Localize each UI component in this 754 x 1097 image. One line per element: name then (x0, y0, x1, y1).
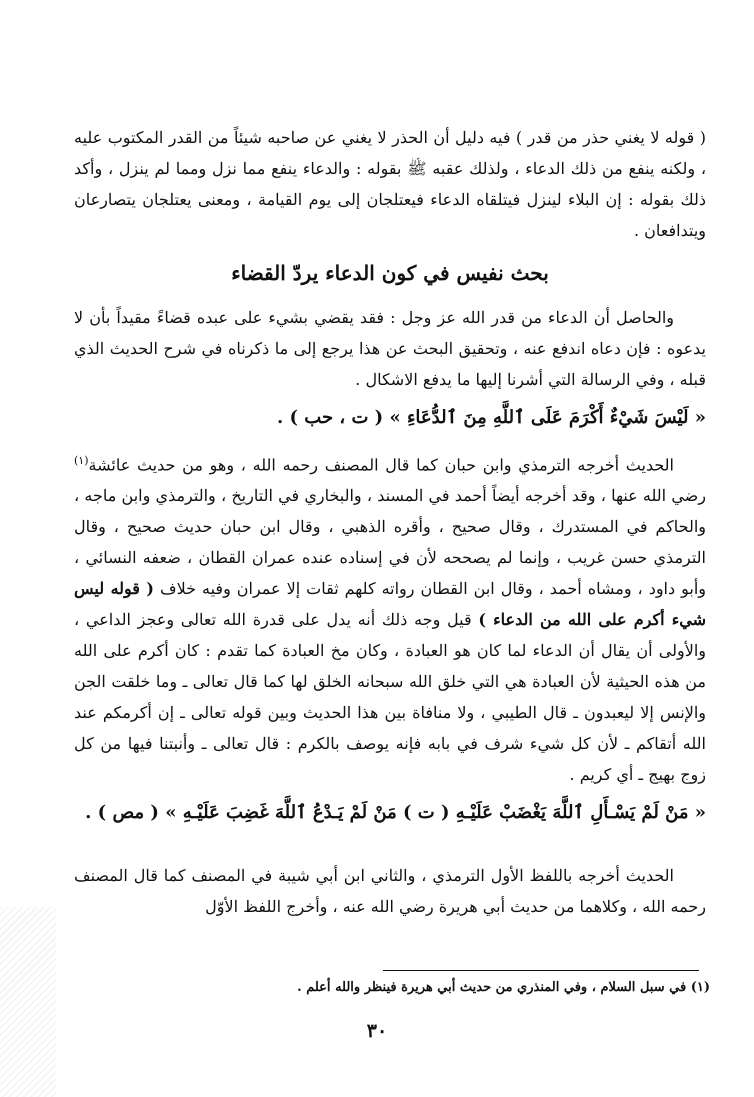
footnote: (١) في سبل السلام ، وفي المنذري من حديث أبي هريرة فينظر والله أعلم . (297, 980, 710, 995)
footnote-divider (383, 970, 699, 971)
commentary-2-part2: رضي الله عنها ، وقد أخرجه أيضاً أحمد في المسند ، والبخاري في التاريخ ، والترمذي وابن ماجه ، والحاكم في المستدرك ، وقال صحيح ، وأقره الذهبي ، وقال ابن حبان حديث صحيح ، وقال الترمذي حسن غريب ، وإنما لم يصححه لأن في إسناده عنده عمران القطان ، ضعفه النسائي ، وأبو داود ، ومشاه أحمد ، وقال ابن القطان رواته كلهم ثقات إلا عمران وفيه خلاف (74, 486, 706, 599)
spacer (74, 840, 706, 860)
paragraph-commentary-1: ( قوله لا يغني حذر من قدر ) فيه دليل أن الحذر لا يغني عن صاحبه شيئاً من القدر المكتوب عليه ، ولكنه ينفع من ذلك الدعاء ، ولذلك عقبه ﷺ بقوله : والدعاء ينفع مما نزل ومما لم ينزل ، وأكد ذلك بقوله : إن البلاء لينزل فيتلقاه الدعاء فيعتلجان إلى يوم القيامة ، ومعنى يعتلجان يتصارعان ويتدافعان . (74, 128, 707, 240)
commentary-2-part1: الحديث أخرجه الترمذي وابن حبان كما قال المصنف رحمه الله ، وهو من حديث عائشة (88, 455, 674, 475)
footnote-reference: (١) (74, 454, 89, 467)
document-body (74, 122, 706, 922)
commentary-2-part3: قيل وجه ذلك أنه يدل على قدرة الله تعالى وعجز الداعي ، والأولى أن يقال أن الدعاء لما كان هو العبادة ، وكان مخ العبادة كما تقدم : كان أكرم على الله من هذه الحيثية لأن العبادة هي التي خلق الله سبحانه الخلق لها كما قال تعالى ـ وما خلقت الجن والإنس إلا ليعبدون ـ قال الطيبي ، ولا منافاة بين هذا الحديث وبين قوله تعالى ـ إن أكرمكم عند الله أتقاكم ـ لأن كل شيء شرف في بابه فإنه يوصف بالكرم : قال تعالى ـ وأنبتنا فيها من كل زوج بهيج ـ أي كريم . (74, 610, 707, 785)
hadith-text-1: « لَيْسَ شَيْءٌ أَكْرَمَ عَلَى ٱللَّهِ مِنَ ٱلدُّعَاءِ » ( ت ، حب ) . (276, 407, 706, 428)
page-number: ٣٠ (366, 1020, 388, 1042)
commentary-2-quote: ( قوله ليس شيء أكرم على الله من الدعاء ) (74, 579, 707, 630)
scan-edge-noise (0, 907, 56, 1097)
paragraph-conclusion: والحاصل أن الدعاء من قدر الله عز وجل : فقد يقضي بشيء على عبده قضاءً مقيداً بأن لا يدعوه : فإن دعاه اندفع عنه ، وتحقيق البحث عن هذا يرجع إلى ما ذكرناه في شرح الحديث الذي قبله ، وفي الرسالة التي أشرنا إليها ما يدفع الاشكال . (74, 308, 706, 389)
paragraph-commentary-2 (74, 445, 706, 790)
hadith-text-2: « مَنْ لَمْ يَسْـأَلِ ٱللَّهَ يَغْضَبْ عَلَيْـهِ ( ت ) مَنْ لَمْ يَـدْعُ ٱللَّهَ غَضِبَ عَلَيْـهِ » ( مص ) . (85, 802, 706, 824)
section-heading: بحث نفيس في كون الدعاء يردّ القضاء (231, 261, 549, 285)
paragraph-commentary-3: الحديث أخرجه باللفظ الأول الترمذي ، والثاني ابن أبي شيبة في المصنف كما قال المصنف رحمه الله ، وكلاهما من حديث أبي هريرة رضي الله عنه ، وأخرج اللفظ الأوّل (74, 866, 706, 917)
